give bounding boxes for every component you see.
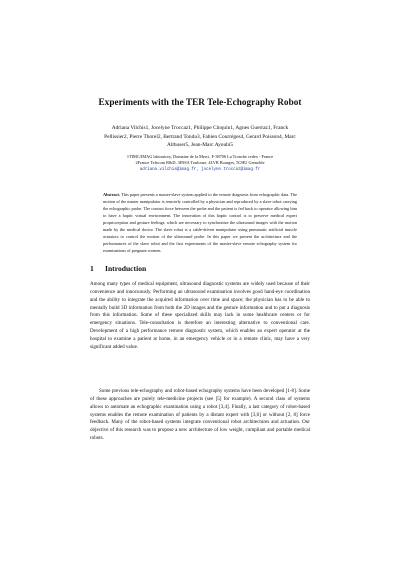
author-list: Adriana Vilchis1, Jocelyne Troccaz1, Philippe Cinquin1, Agnes Guerraz1, Franck Pellissier2, Pierre Thorel2, Bertrand Tondu3, Fabien Courrèges4, Gerard Poisson4, Marc Althuser5, Jean-Marc Ayoubi5: [104, 125, 296, 149]
abstract: [103, 191, 297, 254]
body-paragraph: Some previous tele-echography and robot-based echography systems have been developed [1-8]. Some of these approaches are purely tele-medicine projects (see [5] for example). A second class of systems allows to automate an echographic examination using a robot [3,4]. Finally, a last category of robot-based systems enables the remote examination of patients by a distant expert with [3,6] or without [2, 8] force feedback. Many of the robot-based systems integrate conventional robot architectures and actuation. Our objective of this research was to propose a new architecture of low weight, compliant and portable medical robots.: [90, 388, 310, 442]
paper-title: Experiments with the TER Tele-Echography Robot: [98, 97, 302, 107]
author-emails[interactable]: adriana.vilchis@imag.fr, jocelyne.troccaz@imag.fr: [139, 167, 261, 172]
section-title: Introduction: [105, 264, 147, 273]
affiliation-line: 1TIMC/IMAG laboratory, Domaine de la Merci, F-38706 La Tronche cedex - France: [126, 154, 274, 159]
affiliations: [100, 154, 300, 173]
abstract-label: Abstract.: [103, 192, 121, 197]
abstract-text: This paper presents a master-slave system applied to the remote diagnosis from echographic data. The motion of the master manipulator is remotely controlled by a physician and reproduced by a slave robot carrying the echographic probe. The contact force between the probe and the patient is fed back to operator allowing him to have a haptic virtual environment. The innovation of this haptic control is to preserve medical expert proprioception and gesture feelings, which are necessary to synchronize the ultrasound images with the motion made by the medical doctor. The slave robot is a cable-driven manipulator using pneumatic artificial muscle actuators to control the motion of the ultrasound probe. In this paper we present the architecture and the performances of the slave robot and the first experiments of the master-slave remote echography system for examinations of pregnant women.: [103, 192, 298, 254]
section-number: 1: [90, 264, 94, 273]
body-paragraph: Among many types of medical equipment, ultrasound diagnostic systems are widely used because of their convenience and innocuously. Performing an ultrasound examination involves good hand-eye coordination and the ability to integrate the acquired information over time and space; the physician has to be able to mentally build 3D information from both the 2D images and the gesture information and to put a diagnosis from this information. Some of these specialized skills may lack in some healthcare centers or for emergency situations. Tele-consultation is therefore an interesting alternative to conventional care. Development of a high performance remote diagnostic system, which enables an expert operator at the hospital to examine a patient at home, in an emergency vehicle or in a remote clinic, may have a very significant added value.: [90, 281, 310, 350]
section-heading: [90, 264, 146, 273]
affiliation-line: 2France Telecom R&D, 3INSA Toulouse, 4LVR Bourges, 5CHU Grenoble: [135, 160, 265, 166]
